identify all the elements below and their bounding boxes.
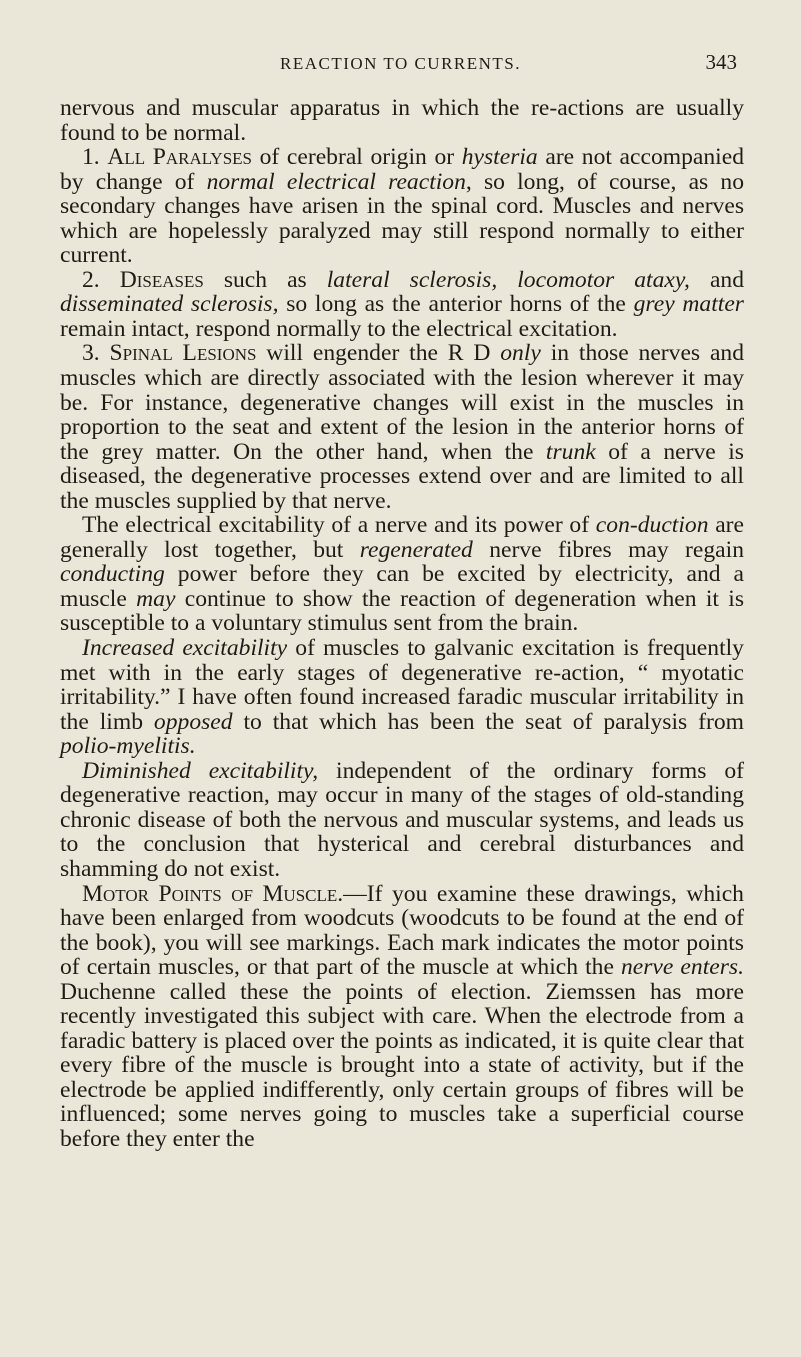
- text-run: such as: [203, 266, 327, 293]
- text-run: Duchenne called these the points of election. Ziemssen has more recently investigated this subject with care. When the electrode from a faradic battery is placed over the points as indicated, it is quite clear that every fibre of the muscle is brought into a state of activity, but if the electrode be applied indifferently, only certain groups of fibres will be influenced; some nerves going to muscles take a superficial course before they enter the: [60, 978, 744, 1152]
- text-run: and: [689, 266, 745, 293]
- text-run: The electrical excitability of a nerve and its power of: [82, 512, 596, 539]
- text-run: 3.: [82, 340, 110, 367]
- italic-text: polio-myelitis.: [60, 733, 196, 760]
- text-run: of cerebral origin or: [252, 144, 462, 171]
- paragraph-all-paralyses: [60, 145, 744, 268]
- text-run: of muscles to galvanic excitation is frequently met with in the early stages of degenerative re-action, “ myotatic irritability.” I have often found increased faradic muscular irritability in the limb: [60, 635, 744, 735]
- paragraph-electrical-excitability: [60, 513, 744, 636]
- italic-text: only: [500, 340, 541, 367]
- text-run: so long as the anterior horns of the: [278, 291, 634, 318]
- small-caps-heading: Spinal Lesions: [109, 340, 257, 367]
- text-run: in those nerves and muscles which are directly associated with the lesion wherever it may be. For instance, degenerative changes will exist in the muscles in proportion to the seat and extent of the lesion in the anterior horns of the grey matter. On the other hand, when the: [60, 340, 745, 465]
- paragraph-motor-points: [60, 882, 744, 1152]
- text-run: of a nerve is diseased, the degenerative processes extend over and are limited to all the muscles supplied by that nerve.: [60, 438, 744, 514]
- page-header: [0, 48, 801, 78]
- paragraph-diseases: [60, 268, 744, 342]
- small-caps-heading: All Paralyses: [107, 144, 253, 171]
- text-run: to that which has been the seat of paralysis from: [232, 708, 744, 735]
- paragraph-increased-excitability: [60, 636, 744, 759]
- text-run: are generally lost together, but: [60, 512, 745, 563]
- italic-text: grey matter: [633, 291, 744, 318]
- text-run: , so long, of course, as no secondary changes have arisen in the spinal cord. Muscles and nerves which are hopelessly paralyzed may still respond normally to either current.: [60, 168, 744, 269]
- text-run: nerve fibres may regain: [472, 536, 744, 563]
- italic-text: con-duction: [595, 512, 709, 539]
- text-run: are not accompanied by change of: [60, 144, 744, 195]
- text-run: will engender the R D: [256, 340, 501, 367]
- small-caps-heading: Motor Points of Muscle.: [82, 880, 344, 907]
- italic-text: hysteria: [461, 144, 538, 171]
- italic-text: disseminated sclerosis,: [60, 291, 279, 318]
- small-caps-heading: Diseases: [119, 266, 204, 293]
- text-run: nervous and muscular apparatus in which the re-actions are usually found to be normal.: [60, 95, 744, 146]
- italic-text: lateral sclerosis, locomotor ataxy,: [326, 266, 690, 293]
- text-run: 1.: [82, 144, 108, 171]
- paragraph-continuation: [60, 96, 744, 145]
- italic-text: nerve enters.: [620, 954, 744, 981]
- italic-text: regenerated: [359, 536, 473, 563]
- italic-text: Increased excitability: [82, 635, 288, 662]
- running-head: REACTION TO CURRENTS.: [279, 54, 522, 73]
- italic-text: conducting: [60, 561, 165, 588]
- text-run: independent of the ordinary forms of degenerative reaction, may occur in many of the stages of old-standing chronic disease of both the nervous and muscular systems, and leads us to the conclusion that hysterical and cerebral disturbances and shamming do not exist.: [60, 757, 744, 882]
- italic-text: opposed: [153, 708, 233, 735]
- text-run: continue to show the reaction of degeneration when it is susceptible to a voluntary stimulus sent from the brain.: [60, 585, 744, 637]
- italic-text: may: [136, 585, 176, 612]
- page-number: 343: [705, 50, 737, 74]
- text-run: remain intact, respond normally to the electrical excitation.: [60, 315, 618, 342]
- paragraph-spinal-lesions: [60, 341, 744, 513]
- text-run: power before they can be excited by electricity, and a muscle: [60, 561, 744, 612]
- text-run: 2.: [82, 266, 120, 293]
- italic-text: Diminished excitability,: [82, 757, 319, 784]
- paragraph-diminished-excitability: [60, 759, 744, 882]
- italic-text: normal electrical reaction: [206, 168, 466, 195]
- body-text: [60, 96, 744, 1152]
- text-run: —If you examine these drawings, which have been enlarged from woodcuts (woodcuts to be found at the end of the book), you will see markings. Each mark indicates the motor points of certain muscles, or that part of the muscle at which the: [60, 880, 744, 981]
- italic-text: trunk: [545, 438, 596, 465]
